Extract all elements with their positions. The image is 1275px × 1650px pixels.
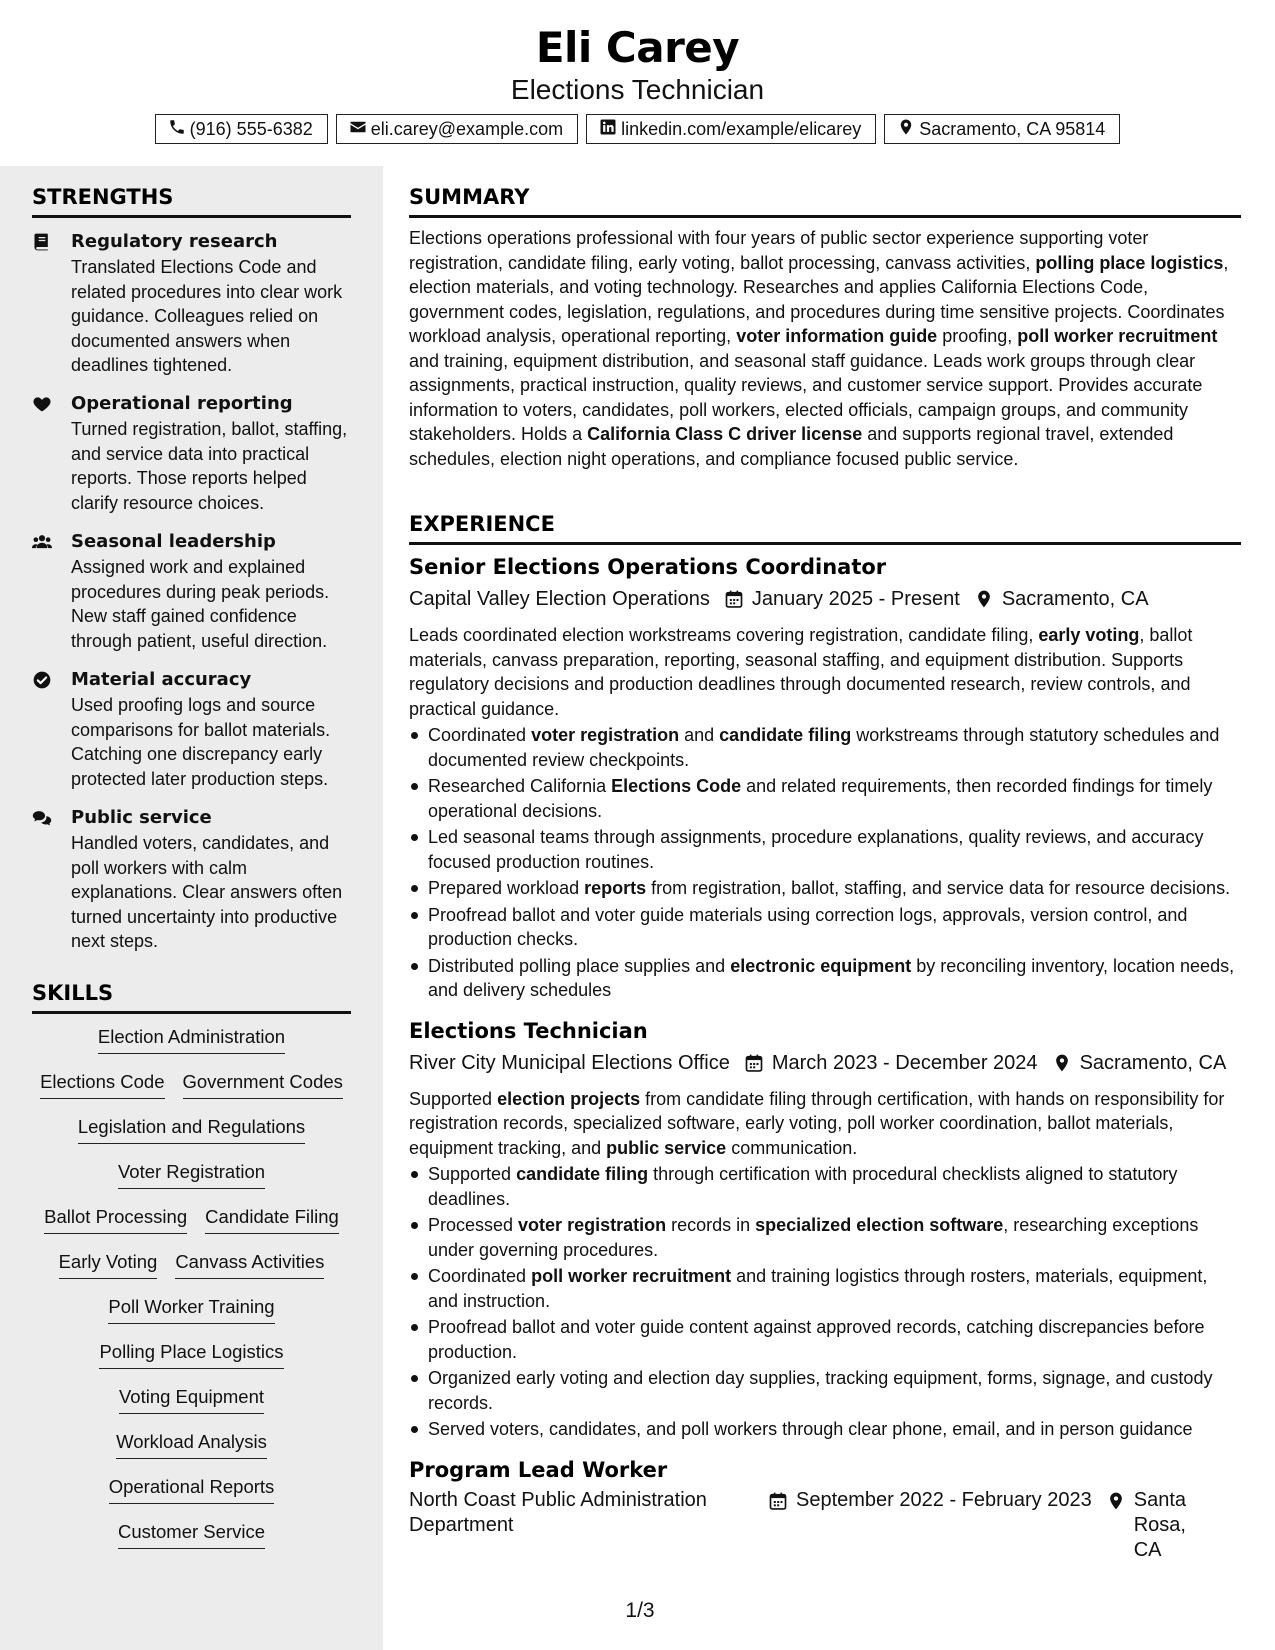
skill-row: [32, 1159, 351, 1204]
job-description: Supported election projects from candidate filing through certification, with hands on responsibility for registration records, specialized software, early voting, poll worker coordination, ballot materials, equipment tracking, and public service communication.: [409, 1088, 1225, 1158]
skill-tag: Candidate Filing: [205, 1204, 339, 1234]
job-bullet: Proofread ballot and voter guide content against approved records, catching discrepancies before production.: [409, 1315, 1241, 1364]
check-circle-icon: [32, 670, 54, 692]
strength-item: [32, 230, 357, 378]
skills-list: [32, 1024, 351, 1564]
job-title: Elections Technician: [409, 1018, 648, 1043]
job-bullet: Coordinated poll worker recruitment and training logistics through rosters, materials, equipment, and instruction.: [409, 1264, 1241, 1313]
skills-heading: SKILLS: [32, 979, 351, 1014]
skill-row: [32, 1294, 351, 1339]
strength-title: Material accuracy: [71, 669, 252, 690]
job-location: Sacramento, CA: [1079, 1051, 1227, 1074]
contact-phone[interactable]: [155, 114, 328, 144]
strength-title: Regulatory research: [71, 231, 278, 252]
calendar-icon: [744, 1053, 764, 1073]
skill-tag: Elections Code: [40, 1069, 164, 1099]
strength-item: [32, 806, 357, 954]
skill-row: [32, 1384, 351, 1429]
job-dates: September 2022 - February 2023: [796, 1488, 1092, 1511]
skill-tag: Voting Equipment: [119, 1384, 264, 1414]
contact-phone-text: (916) 555-6382: [189, 118, 313, 139]
skill-tag: Poll Worker Training: [108, 1294, 274, 1324]
skill-row: [32, 1429, 351, 1474]
strength-item: [32, 668, 357, 791]
job-entry: [409, 1017, 1241, 1442]
strength-title: Operational reporting: [71, 393, 293, 414]
contact-bar: [0, 114, 1275, 144]
candidate-role: Elections Technician: [510, 74, 765, 105]
skill-row: [32, 1204, 351, 1249]
job-bullet: Distributed polling place supplies and electronic equipment by reconciling inventory, location needs, and delivery schedules: [409, 954, 1241, 1003]
job-entry: [409, 553, 1241, 1003]
calendar-icon: [768, 1491, 788, 1511]
strength-text: Translated Elections Code and related procedures into clear work guidance. Colleagues relied on documented answers when deadlines tightened.: [71, 257, 343, 375]
calendar-icon: [724, 589, 744, 609]
job-bullet: Organized early voting and election day supplies, tracking equipment, forms, signage, and custody records.: [409, 1366, 1241, 1415]
page-number: 1/3: [625, 1599, 655, 1622]
skill-row: [32, 1339, 351, 1384]
skill-tag: Voter Registration: [118, 1159, 265, 1189]
contact-linkedin[interactable]: [586, 114, 876, 144]
map-pin-icon: [1052, 1053, 1072, 1073]
skill-tag: Legislation and Regulations: [78, 1114, 305, 1144]
job-bullet: Coordinated voter registration and candidate filing workstreams through statutory schedules and documented review checkpoints.: [409, 723, 1241, 772]
job-bullet: Proofread ballot and voter guide materials using correction logs, approvals, version control, and production checks.: [409, 903, 1241, 952]
contact-location-text: Sacramento, CA 95814: [919, 118, 1106, 139]
skill-tag: Workload Analysis: [116, 1429, 267, 1459]
map-pin-icon: [1106, 1491, 1126, 1511]
users-icon: [32, 532, 54, 554]
experience-heading: EXPERIENCE: [409, 510, 1241, 545]
skill-tag: Early Voting: [59, 1249, 158, 1279]
job-bullet: Processed voter registration records in specialized election software, researching exceptions under governing procedures.: [409, 1213, 1241, 1262]
job-meta: [409, 1049, 1241, 1077]
job-company: North Coast Public Administration Department: [409, 1488, 707, 1536]
candidate-name: Eli Carey: [535, 23, 740, 72]
job-bullet: Served voters, candidates, and poll workers through clear phone, email, and in person guidance: [409, 1417, 1241, 1442]
contact-email-text: eli.carey@example.com: [370, 118, 564, 139]
skill-tag: Election Administration: [98, 1024, 285, 1054]
contact-location: [884, 114, 1120, 144]
contact-linkedin-text: linkedin.com/example/elicarey: [621, 118, 862, 139]
job-meta: [409, 585, 1241, 613]
strength-text: Turned registration, ballot, staffing, and service data into practical reports. Those reports helped clarify resource choices.: [71, 419, 348, 513]
strength-item: [32, 392, 357, 515]
strength-title: Public service: [71, 807, 212, 828]
skill-row: [32, 1024, 351, 1069]
skill-tag: Canvass Activities: [175, 1249, 324, 1279]
linkedin-icon: [599, 118, 617, 141]
contact-email[interactable]: [336, 114, 578, 144]
job-meta: [409, 1488, 1241, 1563]
skill-row: [32, 1114, 351, 1159]
job-title: Senior Elections Operations Coordinator: [409, 555, 887, 579]
comments-icon: [32, 808, 54, 830]
job-dates: January 2025 - Present: [751, 588, 960, 610]
job-bullet: Supported candidate filing through certification with procedural checklists aligned to statutory deadlines.: [409, 1162, 1241, 1211]
job-entry: [409, 1456, 1241, 1563]
summary-text: Elections operations professional with four years of public sector experience supporting voter registration, candidate filing, early voting, ballot processing, canvass activities, polling place logistics, election materials, and voting technology. Researches and applies California Elections Code, government codes, legislation, regulations, and procedures during time sensitive projects. Coordinates workload analysis, operational reporting, voter information guide proofing, poll worker recruitment and training, equipment distribution, and seasonal staff guidance. Leads work groups through clear assignments, practical instruction, quality reviews, and customer service support. Provides accurate information to voters, candidates, poll workers, elected officials, campaign groups, and community stakeholders. Holds a California Class C driver license and supports regional travel, extended schedules, election night operations, and compliance focused public service.: [409, 228, 1229, 469]
job-company: Capital Valley Election Operations: [409, 588, 710, 610]
skill-row: [32, 1069, 351, 1114]
job-bullet: Researched California Elections Code and related requirements, then recorded findings for timely operational decisions.: [409, 774, 1241, 823]
experience-section: [409, 510, 1241, 1563]
job-location: Santa Rosa, CA: [1133, 1488, 1186, 1561]
map-pin-icon: [974, 589, 994, 609]
job-bullets: [409, 723, 1241, 1003]
job-bullet: Led seasonal teams through assignments, procedure explanations, quality reviews, and accuracy focused production routines.: [409, 825, 1241, 874]
strength-title: Seasonal leadership: [71, 531, 276, 552]
summary-section: [409, 183, 1241, 471]
strength-text: Used proofing logs and source comparisons for ballot materials. Catching one discrepancy early protected later production steps.: [71, 695, 331, 789]
skill-tag: Government Codes: [183, 1069, 343, 1099]
heart-icon: [32, 394, 54, 416]
skill-row: [32, 1474, 351, 1519]
skill-row: [32, 1519, 351, 1564]
job-location: Sacramento, CA: [1001, 588, 1149, 610]
book-icon: [32, 232, 54, 254]
strengths-heading: STRENGTHS: [32, 183, 351, 218]
job-company: River City Municipal Elections Office: [409, 1051, 730, 1074]
skill-tag: Ballot Processing: [44, 1204, 187, 1234]
skill-tag: Polling Place Logistics: [99, 1339, 283, 1369]
summary-heading: SUMMARY: [409, 183, 1241, 218]
skill-row: [32, 1249, 351, 1294]
map-pin-icon: [897, 118, 915, 141]
skill-tag: Operational Reports: [109, 1474, 275, 1504]
job-bullet: Prepared workload reports from registration, ballot, staffing, and service data for resource decisions.: [409, 876, 1241, 901]
strength-text: Assigned work and explained procedures during peak periods. New staff gained confidence through patient, useful direction.: [71, 557, 330, 651]
phone-icon: [168, 118, 186, 141]
job-description: Leads coordinated election workstreams covering registration, candidate filing, early voting, ballot materials, canvass preparation, reporting, seasonal staffing, and equipment distribution. Supports regulatory decisions and production deadlines through documented research, review controls, and practical guidance.: [409, 625, 1193, 719]
envelope-icon: [349, 118, 367, 141]
job-dates: March 2023 - December 2024: [771, 1051, 1038, 1074]
job-bullets: [409, 1162, 1241, 1442]
job-title: Program Lead Worker: [409, 1457, 668, 1482]
skill-tag: Customer Service: [118, 1519, 265, 1549]
strength-item: [32, 530, 357, 653]
strength-text: Handled voters, candidates, and poll workers with calm explanations. Clear answers often turned uncertainty into productive next steps.: [71, 833, 343, 951]
